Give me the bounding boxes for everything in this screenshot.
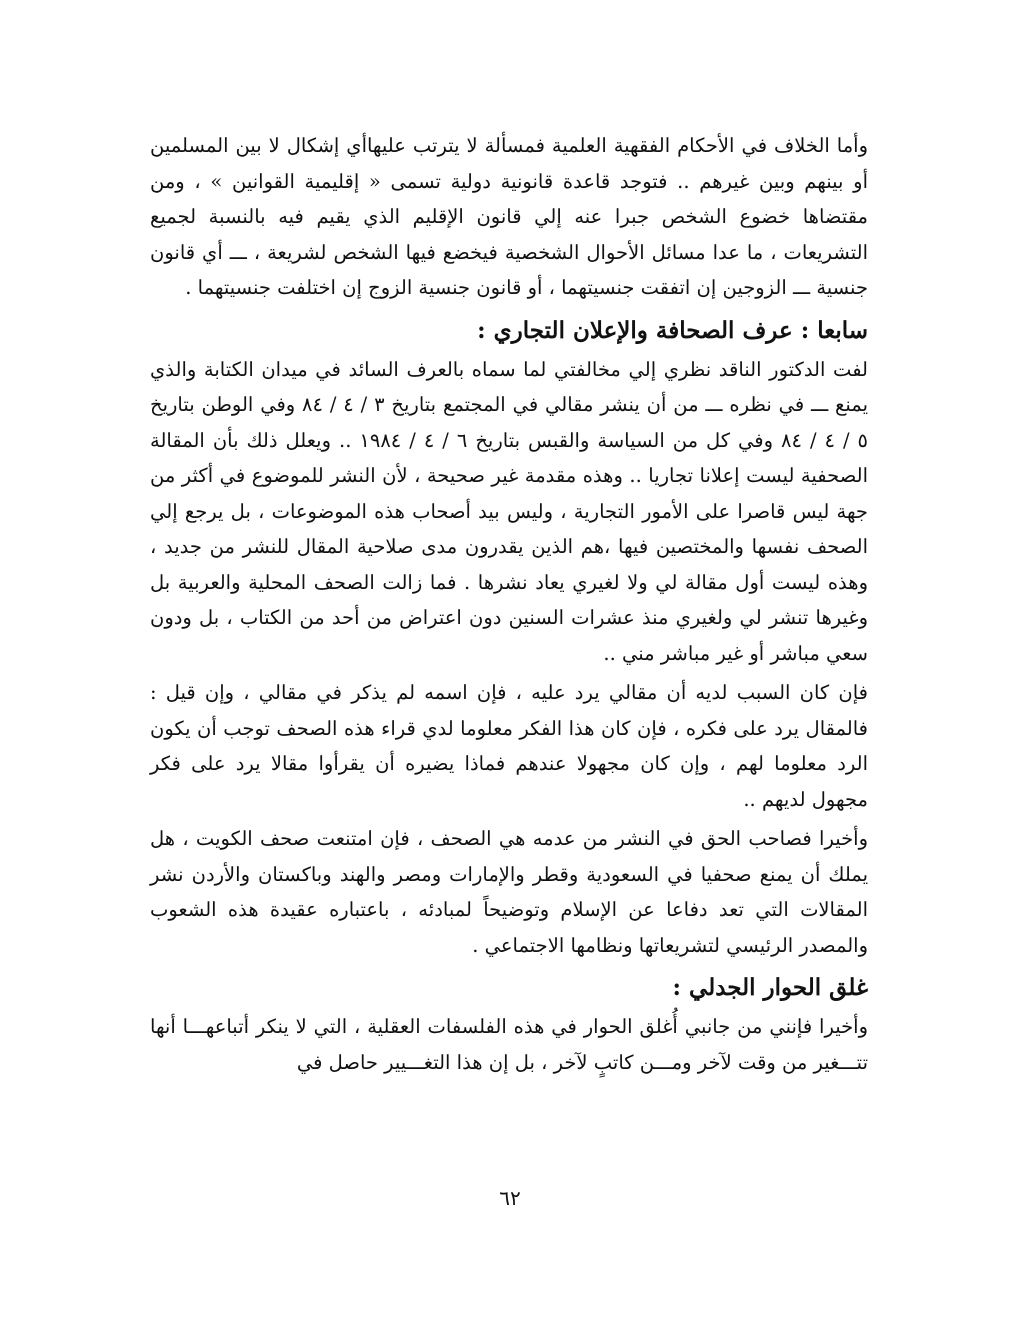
section-heading-press-custom: سابعا : عرف الصحافة والإعلان التجاري : xyxy=(477,316,868,344)
paragraph-conflict-of-laws: وأما الخلاف في الأحكام الفقهية العلمية فمسألة لا يترتب عليهاأي إشكال لا بين المسلمين أو بينهم وبين غيرهم .. فتوجد قاعدة قانونية دولية تسمى « إقليمية القوانين » ، ومن مقتضاها خضوع الشخص جبرا عنه إلي قانون الإقليم الذي يقيم فيه بالنسبة لجميع التشريعات ، ما عدا مسائل الأحوال الشخصية فيخضع فيها الشخص لشريعة ، ـــ أي قانون جنسية ـــ الزوجين إن اتفقت جنسيتهما ، أو قانون جنسية الزوج إن اختلفت جنسيتهما . xyxy=(150,134,868,299)
page-number: ٦٢ xyxy=(499,1186,521,1210)
paragraph-closing: وأخيرا فإنني من جانبي أُغلق الحوار في هذه الفلسفات العقلية ، التي لا ينكر أتباعهـــا أنها تتـــغير من وقت لآخر ومـــن كاتبٍ لآخر ، بل إن هذا التغـــيير حاصل في xyxy=(150,1015,868,1074)
paragraph-republication: لفت الدكتور الناقد نظري إلي مخالفتي لما سماه بالعرف السائد في ميدان الكتابة والذي يمنع ـــ في نظره ـــ من أن ينشر مقالي في المجتمع بتاريخ ٣ / ٤ / ٨٤ وفي الوطن بتاريخ ٥ / ٤ / ٨٤ وفي كل من السياسة والقبس بتاريخ ٦ / ٤ / ١٩٨٤ .. ويعلل ذلك بأن المقالة الصحفية ليست إعلانا تجاريا .. وهذه مقدمة غير صحيحة ، لأن النشر للموضوع في أكثر من جهة ليس قاصرا على الأمور التجارية ، وليس بيد أصحاب هذه الموضوعات ، بل يرجع إلي الصحف نفسها والمختصين فيها ،هم الذين يقدرون مدى صلاحية المقال للنشر من جديد ، وهذه ليست أول مقالة لي ولا لغيري يعاد نشرها . فما زالت الصحف المحلية والعربية بل وغيرها تنشر لي ولغيري منذ عشرات السنين دون اعتراض من أحد من الكتاب ، بل ودون سعي مباشر أو غير مباشر مني .. xyxy=(150,357,869,665)
paragraph-response-reason: فإن كان السبب لديه أن مقالي يرد عليه ، فإن اسمه لم يذكر في مقالي ، وإن قيل : فالمقال يرد على فكره ، فإن كان هذا الفكر معلوما لدي قراء هذه الصحف توجب أن يكون الرد معلوما لهم ، وإن كان مجهولا عندهم فماذا يضيره أن يقرأوا مقالا يرد على فكر مجهول لديهم .. xyxy=(150,681,868,811)
paragraph-publishing-right: وأخيرا فصاحب الحق في النشر من عدمه هي الصحف ، فإن امتنعت صحف الكويت ، هل يملك أن يمنع صحفيا في السعودية وقطر والإمارات ومصر والهند وباكستان والأردن نشر المقالات التي تعد دفاعا عن الإسلام وتوضيحاً لمبادئه ، باعتباره عقيدة هذه الشعوب والمصدر الرئيسي لتشريعاتها ونظامها الاجتماعي . xyxy=(150,827,868,957)
section-heading-closing-debate: غلق الحوار الجدلي : xyxy=(672,974,868,1001)
page-body xyxy=(150,128,868,1080)
